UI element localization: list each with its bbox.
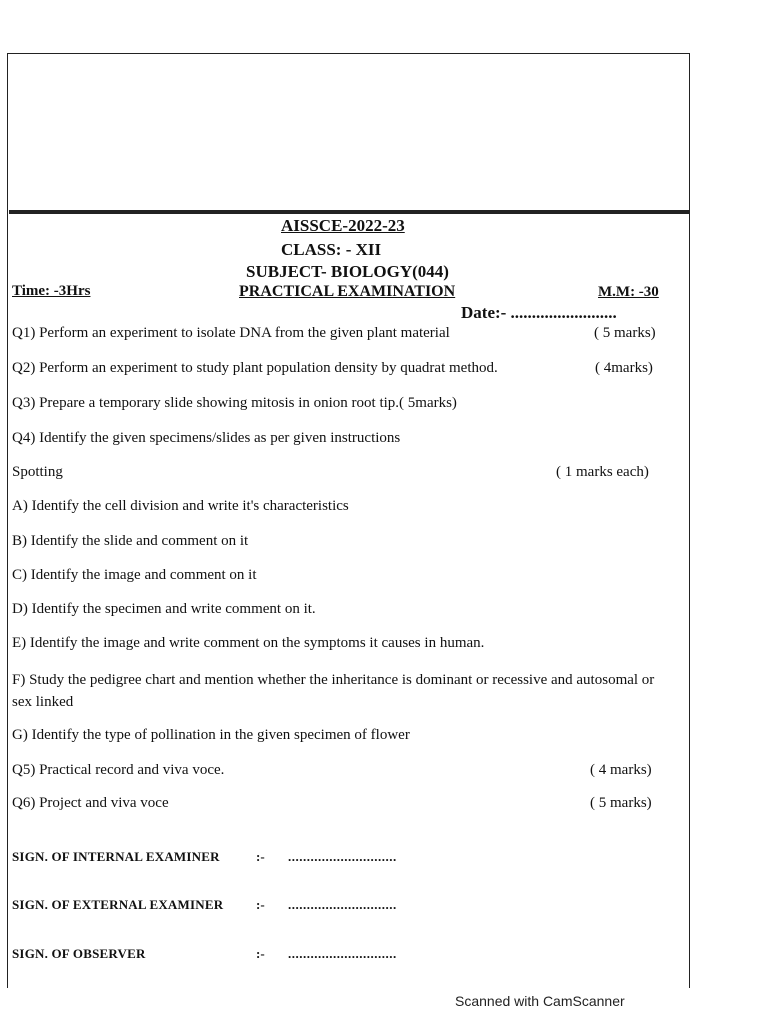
observer-sign-label: SIGN. OF OBSERVER [12, 946, 146, 961]
scanner-watermark: Scanned with CamScanner [455, 993, 625, 1009]
exam-session-title: AISSCE-2022-23 [281, 216, 405, 235]
document-frame [7, 53, 690, 988]
spot-d: D) Identify the specimen and write comment on it. [12, 601, 316, 617]
question-5-marks: ( 4 marks) [590, 762, 652, 778]
spot-b: B) Identify the slide and comment on it [12, 533, 249, 549]
observer-sign-line: ............................. [288, 946, 397, 961]
question-4: Q4) Identify the given specimens/slides as per given instructions [12, 430, 401, 446]
internal-examiner-sign-line: ............................. [288, 849, 397, 864]
question-6-marks: ( 5 marks) [590, 795, 652, 811]
spot-g: G) Identify the type of pollination in the given specimen of flower [12, 727, 410, 743]
internal-examiner-sign-label: SIGN. OF INTERNAL EXAMINER [12, 849, 220, 864]
external-examiner-colon: :- [256, 897, 265, 912]
spotting-marks: ( 1 marks each) [556, 464, 649, 480]
observer-colon: :- [256, 946, 265, 961]
internal-examiner-colon: :- [256, 849, 265, 864]
question-3: Q3) Prepare a temporary slide showing mitosis in onion root tip.( 5marks) [12, 395, 457, 411]
subject-label: SUBJECT- BIOLOGY(044) [246, 262, 449, 281]
max-marks-label: M.M: -30 [598, 284, 659, 300]
question-2: Q2) Perform an experiment to study plant population density by quadrat method. [12, 360, 498, 376]
question-2-marks: ( 4marks) [595, 360, 653, 376]
external-examiner-sign-line: ............................. [288, 897, 397, 912]
spotting-label: Spotting [12, 464, 63, 480]
question-6: Q6) Project and viva voce [12, 795, 169, 811]
spot-a: A) Identify the cell division and write it's characteristics [12, 498, 349, 514]
header-divider [9, 210, 690, 214]
date-field: Date:- ......................... [461, 303, 617, 322]
time-label: Time: -3Hrs [12, 283, 91, 299]
question-1-marks: ( 5 marks) [594, 325, 656, 341]
question-5: Q5) Practical record and viva voce. [12, 762, 225, 778]
spot-f: F) Study the pedigree chart and mention whether the inheritance is dominant or recessive and autosomal or sex linked [12, 672, 655, 710]
class-label: CLASS: - XII [281, 240, 382, 259]
question-1: Q1) Perform an experiment to isolate DNA from the given plant material [12, 325, 450, 341]
spot-e: E) Identify the image and write comment on the symptoms it causes in human. [12, 635, 485, 651]
external-examiner-sign-label: SIGN. OF EXTERNAL EXAMINER [12, 897, 224, 912]
exam-type-label: PRACTICAL EXAMINATION [239, 283, 456, 300]
spot-c: C) Identify the image and comment on it [12, 567, 257, 583]
